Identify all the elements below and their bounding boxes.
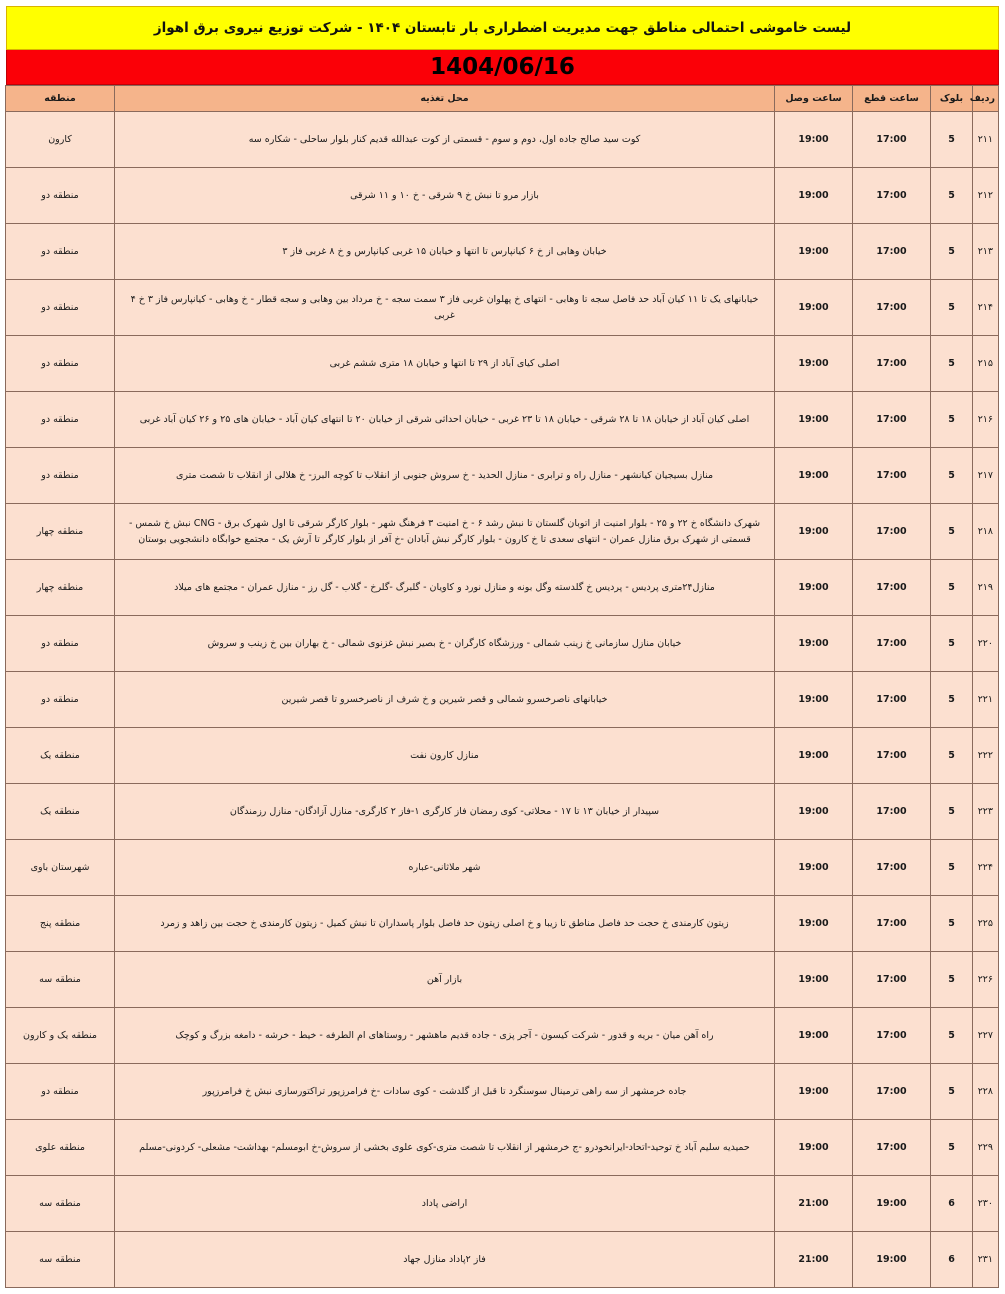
cell-row-number: ۲۲۶	[973, 952, 999, 1008]
cell-feed-location: اراضی پاداد	[115, 1176, 775, 1232]
cell-off-time: 17:00	[853, 560, 931, 616]
cell-row-number: ۲۲۷	[973, 1008, 999, 1064]
cell-off-time: 17:00	[853, 784, 931, 840]
table-row	[6, 1176, 999, 1232]
table-row	[6, 672, 999, 728]
table-row	[6, 1120, 999, 1176]
cell-on-time: 21:00	[775, 1176, 853, 1232]
cell-block: 5	[931, 392, 973, 448]
table-row	[6, 392, 999, 448]
cell-off-time: 17:00	[853, 1120, 931, 1176]
cell-feed-location: اصلی کیای آباد از ۲۹ تا انتها و خیابان ۱۸ متری ششم غربی	[115, 336, 775, 392]
cell-region: منطقه پنج	[6, 896, 115, 952]
cell-off-time: 17:00	[853, 280, 931, 336]
cell-row-number: ۲۳۱	[973, 1232, 999, 1288]
outage-schedule-page	[0, 6, 1005, 1288]
cell-on-time: 19:00	[775, 112, 853, 168]
cell-off-time: 17:00	[853, 392, 931, 448]
column-header-row: ردیف	[973, 86, 999, 112]
cell-block: 5	[931, 728, 973, 784]
cell-row-number: ۲۱۸	[973, 504, 999, 560]
cell-block: 5	[931, 952, 973, 1008]
cell-row-number: ۲۱۷	[973, 448, 999, 504]
column-header-off-time: ساعت قطع	[853, 86, 931, 112]
cell-on-time: 19:00	[775, 560, 853, 616]
cell-feed-location: راه آهن میان - بریه و قدور - شرکت کیسون - آجر پزی - جاده قدیم ماهشهر - روستاهای ام الطرفه - خیط - خرشه - دامغه بزرگ و کوچک	[115, 1008, 775, 1064]
cell-region: منطقه سه	[6, 1232, 115, 1288]
schedule-date: 1404/06/16	[430, 54, 575, 80]
cell-on-time: 19:00	[775, 896, 853, 952]
table-body	[6, 112, 999, 1288]
cell-block: 5	[931, 504, 973, 560]
cell-region: منطقه دو	[6, 448, 115, 504]
cell-feed-location: کوت سید صالح جاده اول، دوم و سوم - قسمتی از کوت عبدالله قدیم کنار بلوار ساحلی - شکاره سه	[115, 112, 775, 168]
column-header-on-time: ساعت وصل	[775, 86, 853, 112]
cell-on-time: 19:00	[775, 336, 853, 392]
table-row	[6, 1064, 999, 1120]
cell-off-time: 17:00	[853, 616, 931, 672]
cell-region: منطقه علوی	[6, 1120, 115, 1176]
cell-feed-location: حمیدیه سلیم آباد خ توحید-اتحاد-ایرانخودرو -ج خرمشهر از انقلاب تا شصت متری-کوی علوی بخشی از سروش-خ ابومسلم- بهداشت- مشعلی- کردونی-مسلم	[115, 1120, 775, 1176]
cell-feed-location: منازل بسیجیان کیانشهر - منازل راه و ترابری - منازل الحدید - خ سروش جنوبی از انقلاب تا کوچه البرز- خ هلالی از انقلاب تا شصت متری	[115, 448, 775, 504]
cell-row-number: ۲۲۰	[973, 616, 999, 672]
cell-off-time: 17:00	[853, 952, 931, 1008]
cell-off-time: 17:00	[853, 728, 931, 784]
cell-region: منطقه دو	[6, 336, 115, 392]
cell-region: منطقه دو	[6, 392, 115, 448]
cell-region: منطقه دو	[6, 1064, 115, 1120]
table-row	[6, 728, 999, 784]
cell-off-time: 17:00	[853, 672, 931, 728]
cell-feed-location: منازل کارون نفت	[115, 728, 775, 784]
outage-table	[5, 85, 999, 1288]
cell-block: 5	[931, 896, 973, 952]
cell-off-time: 17:00	[853, 224, 931, 280]
cell-block: 5	[931, 336, 973, 392]
cell-row-number: ۲۲۴	[973, 840, 999, 896]
table-row	[6, 448, 999, 504]
date-banner	[6, 50, 999, 85]
cell-row-number: ۲۲۸	[973, 1064, 999, 1120]
cell-block: 5	[931, 224, 973, 280]
cell-off-time: 17:00	[853, 336, 931, 392]
cell-on-time: 19:00	[775, 168, 853, 224]
cell-feed-location: خیابان منازل سازمانی خ زینب شمالی - ورزشگاه کارگران - خ بصیر نبش غزنوی شمالی - خ بهاران بین خ زینب و سروش	[115, 616, 775, 672]
cell-feed-location: فاز ۲پاداد منازل جهاد	[115, 1232, 775, 1288]
cell-feed-location: شهرک دانشگاه خ ۲۲ و ۲۵ - بلوار امنیت از اتوبان گلستان تا نبش رشد ۶ - خ امنیت ۳ فرهنگ شهر - بلوار کارگر شرقی تا اول شهرک برق - CNG نبش خ شمس - قسمتی از شهرک برق منازل عمران - انتهای سعدی تا خ کارون - بلوار کارگر نبش آبادان -خ آفر از بلوار کارگر تا آرش یک - مجتمع خوابگاه دانشجویی بوستان	[115, 504, 775, 560]
cell-feed-location: اصلی کیان آباد از خیابان ۱۸ تا ۲۸ شرقی - خیابان ۱۸ تا ۲۳ غربی - خیابان احداثی شرقی از خیابان ۲۰ تا انتهای کیان آباد - خیابان های ۲۵ و ۲۶ کیان آباد غربی	[115, 392, 775, 448]
cell-off-time: 17:00	[853, 168, 931, 224]
column-header-feed-location: محل تغذیه	[115, 86, 775, 112]
table-header	[6, 86, 999, 112]
cell-row-number: ۲۱۱	[973, 112, 999, 168]
table-row	[6, 168, 999, 224]
cell-on-time: 19:00	[775, 280, 853, 336]
cell-on-time: 19:00	[775, 784, 853, 840]
cell-feed-location: خیابانهای ناصرخسرو شمالی و قصر شیرین و خ شرف از ناصرخسرو تا قصر شیرین	[115, 672, 775, 728]
cell-region: منطقه دو	[6, 224, 115, 280]
cell-off-time: 17:00	[853, 840, 931, 896]
table-row	[6, 504, 999, 560]
cell-region: منطقه یک و کارون	[6, 1008, 115, 1064]
cell-row-number: ۲۱۳	[973, 224, 999, 280]
table-row	[6, 112, 999, 168]
cell-region: منطقه یک	[6, 728, 115, 784]
cell-region: منطقه دو	[6, 672, 115, 728]
cell-region: منطقه سه	[6, 1176, 115, 1232]
table-row	[6, 784, 999, 840]
cell-block: 5	[931, 448, 973, 504]
table-row	[6, 840, 999, 896]
cell-feed-location: جاده خرمشهر از سه راهی ترمینال سوسنگرد تا قبل از گلدشت - کوی سادات -خ فرامرزپور تراکتورسازی نبش خ فرامرزپور	[115, 1064, 775, 1120]
cell-feed-location: زیتون کارمندی خ حجت حد فاصل مناطق تا زیبا و خ اصلی زیتون حد فاصل بلوار پاسداران تا نبش کمیل - زیتون کارمندی خ حجت بین زاهد و زمرد	[115, 896, 775, 952]
cell-region: منطقه چهار	[6, 504, 115, 560]
cell-on-time: 21:00	[775, 1232, 853, 1288]
table-row	[6, 1008, 999, 1064]
table-header-row	[6, 86, 999, 112]
cell-row-number: ۲۲۹	[973, 1120, 999, 1176]
cell-row-number: ۲۲۳	[973, 784, 999, 840]
cell-off-time: 17:00	[853, 1064, 931, 1120]
table-row	[6, 616, 999, 672]
cell-off-time: 17:00	[853, 112, 931, 168]
cell-region: منطقه سه	[6, 952, 115, 1008]
cell-row-number: ۲۲۲	[973, 728, 999, 784]
cell-on-time: 19:00	[775, 616, 853, 672]
cell-region: منطقه یک	[6, 784, 115, 840]
cell-row-number: ۲۳۰	[973, 1176, 999, 1232]
page-title: لیست خاموشی احتمالی مناطق جهت مدیریت اضطراری بار تابستان ۱۴۰۴ - شرکت توزیع نیروی برق اهواز	[153, 19, 852, 36]
cell-on-time: 19:00	[775, 504, 853, 560]
table-row	[6, 336, 999, 392]
cell-region: شهرستان باوی	[6, 840, 115, 896]
cell-off-time: 19:00	[853, 1176, 931, 1232]
cell-block: 5	[931, 560, 973, 616]
cell-block: 5	[931, 112, 973, 168]
cell-block: 5	[931, 280, 973, 336]
cell-off-time: 19:00	[853, 1232, 931, 1288]
cell-region: منطقه دو	[6, 616, 115, 672]
cell-off-time: 17:00	[853, 448, 931, 504]
cell-block: 5	[931, 784, 973, 840]
cell-on-time: 19:00	[775, 1064, 853, 1120]
cell-block: 5	[931, 168, 973, 224]
cell-off-time: 17:00	[853, 1008, 931, 1064]
cell-on-time: 19:00	[775, 224, 853, 280]
cell-block: 6	[931, 1232, 973, 1288]
cell-block: 6	[931, 1176, 973, 1232]
cell-row-number: ۲۱۹	[973, 560, 999, 616]
table-row	[6, 560, 999, 616]
cell-on-time: 19:00	[775, 448, 853, 504]
cell-feed-location: منازل۲۴متری پردیس - پردیس خ گلدسته وگل بونه و منازل نورد و کاویان - گلبرگ -گلرخ - گلاب - گل رز - منازل عمران - مجتمع های میلاد	[115, 560, 775, 616]
cell-feed-location: خیابانهای یک تا ۱۱ کیان آباد حد فاصل سجه تا وهابی - انتهای خ پهلوان غربی فاز ۳ سمت سجه - خ مرداد بین وهابی و سجه قطار - خ وهابی - کیانپارس فاز ۳ خ ۴ غربی	[115, 280, 775, 336]
table-row	[6, 952, 999, 1008]
cell-block: 5	[931, 672, 973, 728]
column-header-block: بلوک	[931, 86, 973, 112]
cell-feed-location: بازار مرو تا نبش خ ۹ شرقی - خ ۱۰ و ۱۱ شرقی	[115, 168, 775, 224]
cell-feed-location: شهر ملاثانی-عباره	[115, 840, 775, 896]
cell-on-time: 19:00	[775, 952, 853, 1008]
cell-block: 5	[931, 1120, 973, 1176]
cell-on-time: 19:00	[775, 1120, 853, 1176]
table-row	[6, 224, 999, 280]
cell-block: 5	[931, 840, 973, 896]
cell-block: 5	[931, 1064, 973, 1120]
table-row	[6, 280, 999, 336]
table-row	[6, 896, 999, 952]
title-banner	[6, 6, 999, 50]
cell-block: 5	[931, 616, 973, 672]
cell-feed-location: بازار آهن	[115, 952, 775, 1008]
cell-off-time: 17:00	[853, 504, 931, 560]
cell-region: منطقه دو	[6, 168, 115, 224]
cell-on-time: 19:00	[775, 1008, 853, 1064]
cell-on-time: 19:00	[775, 728, 853, 784]
table-row	[6, 1232, 999, 1288]
cell-region: کارون	[6, 112, 115, 168]
cell-feed-location: سپیدار از خیابان ۱۳ تا ۱۷ - محلاتی- کوی رمضان فاز کارگری ۱-فاز ۲ کارگری- منازل آزادگان- منازل رزمندگان	[115, 784, 775, 840]
cell-row-number: ۲۱۵	[973, 336, 999, 392]
cell-region: منطقه دو	[6, 280, 115, 336]
cell-row-number: ۲۲۱	[973, 672, 999, 728]
cell-row-number: ۲۱۶	[973, 392, 999, 448]
cell-block: 5	[931, 1008, 973, 1064]
cell-feed-location: خیابان وهابی از خ ۶ کیانپارس تا انتها و خیابان ۱۵ غربی کیانپارس و خ ۸ غربی فاز ۳	[115, 224, 775, 280]
cell-row-number: ۲۲۵	[973, 896, 999, 952]
cell-row-number: ۲۱۲	[973, 168, 999, 224]
column-header-region: منطقه	[6, 86, 115, 112]
cell-row-number: ۲۱۴	[973, 280, 999, 336]
cell-region: منطقه چهار	[6, 560, 115, 616]
cell-on-time: 19:00	[775, 672, 853, 728]
cell-on-time: 19:00	[775, 840, 853, 896]
cell-on-time: 19:00	[775, 392, 853, 448]
cell-off-time: 17:00	[853, 896, 931, 952]
